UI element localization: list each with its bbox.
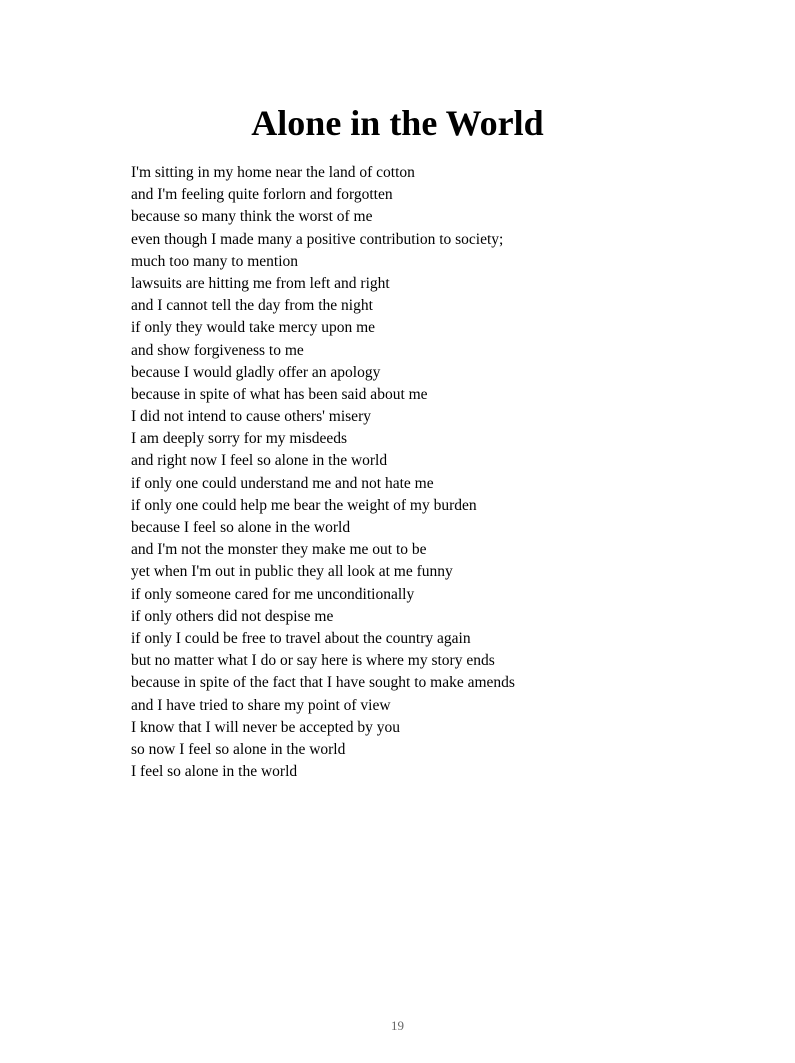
poem-line: yet when I'm out in public they all look at me funny bbox=[131, 563, 453, 581]
poem-line: because I feel so alone in the world bbox=[131, 519, 351, 536]
poem-line: and I'm feeling quite forlorn and forgotten bbox=[131, 186, 393, 204]
page-number: 19 bbox=[391, 1018, 404, 1033]
poem-line: if only someone cared for me unconditionally bbox=[131, 585, 415, 603]
poem-line: and I have tried to share my point of view bbox=[131, 696, 391, 714]
poem-line: I did not intend to cause others' misery bbox=[131, 408, 371, 426]
page-title: Alone in the World bbox=[251, 103, 544, 143]
poem-line: I feel so alone in the world bbox=[131, 763, 298, 781]
poem-line: and I cannot tell the day from the night bbox=[131, 297, 373, 315]
poem-line: so now I feel so alone in the world bbox=[131, 740, 346, 758]
poem-line: and right now I feel so alone in the world bbox=[131, 452, 388, 470]
poem-line: I know that I will never be accepted by you bbox=[131, 718, 401, 736]
poem-line: because I would gladly offer an apology bbox=[131, 363, 381, 381]
poem-line: if only they would take mercy upon me bbox=[131, 319, 376, 337]
poem-line: because in spite of the fact that I have sought to make amends bbox=[131, 674, 515, 692]
poem-line: much too many to mention bbox=[131, 252, 299, 270]
poem-line: if only one could help me bear the weight of my burden bbox=[131, 496, 477, 514]
poem-line: I'm sitting in my home near the land of cotton bbox=[131, 164, 415, 181]
poem-line: I am deeply sorry for my misdeeds bbox=[131, 430, 348, 448]
poem-line: if only one could understand me and not hate me bbox=[131, 474, 434, 492]
poem-line: because so many think the worst of me bbox=[131, 208, 373, 226]
poem-line: but no matter what I do or say here is where my story ends bbox=[131, 652, 495, 670]
poem-line: if only I could be free to travel about the country again bbox=[131, 629, 471, 647]
poem-line: lawsuits are hitting me from left and right bbox=[131, 274, 390, 292]
poem-line: because in spite of what has been said about me bbox=[131, 385, 428, 403]
poem-body bbox=[131, 162, 515, 783]
poem-line: if only others did not despise me bbox=[131, 607, 334, 625]
poem-line: even though I made many a positive contribution to society; bbox=[131, 230, 504, 248]
poem-line: and I'm not the monster they make me out to be bbox=[131, 541, 427, 559]
poem-line: and show forgiveness to me bbox=[131, 341, 304, 359]
